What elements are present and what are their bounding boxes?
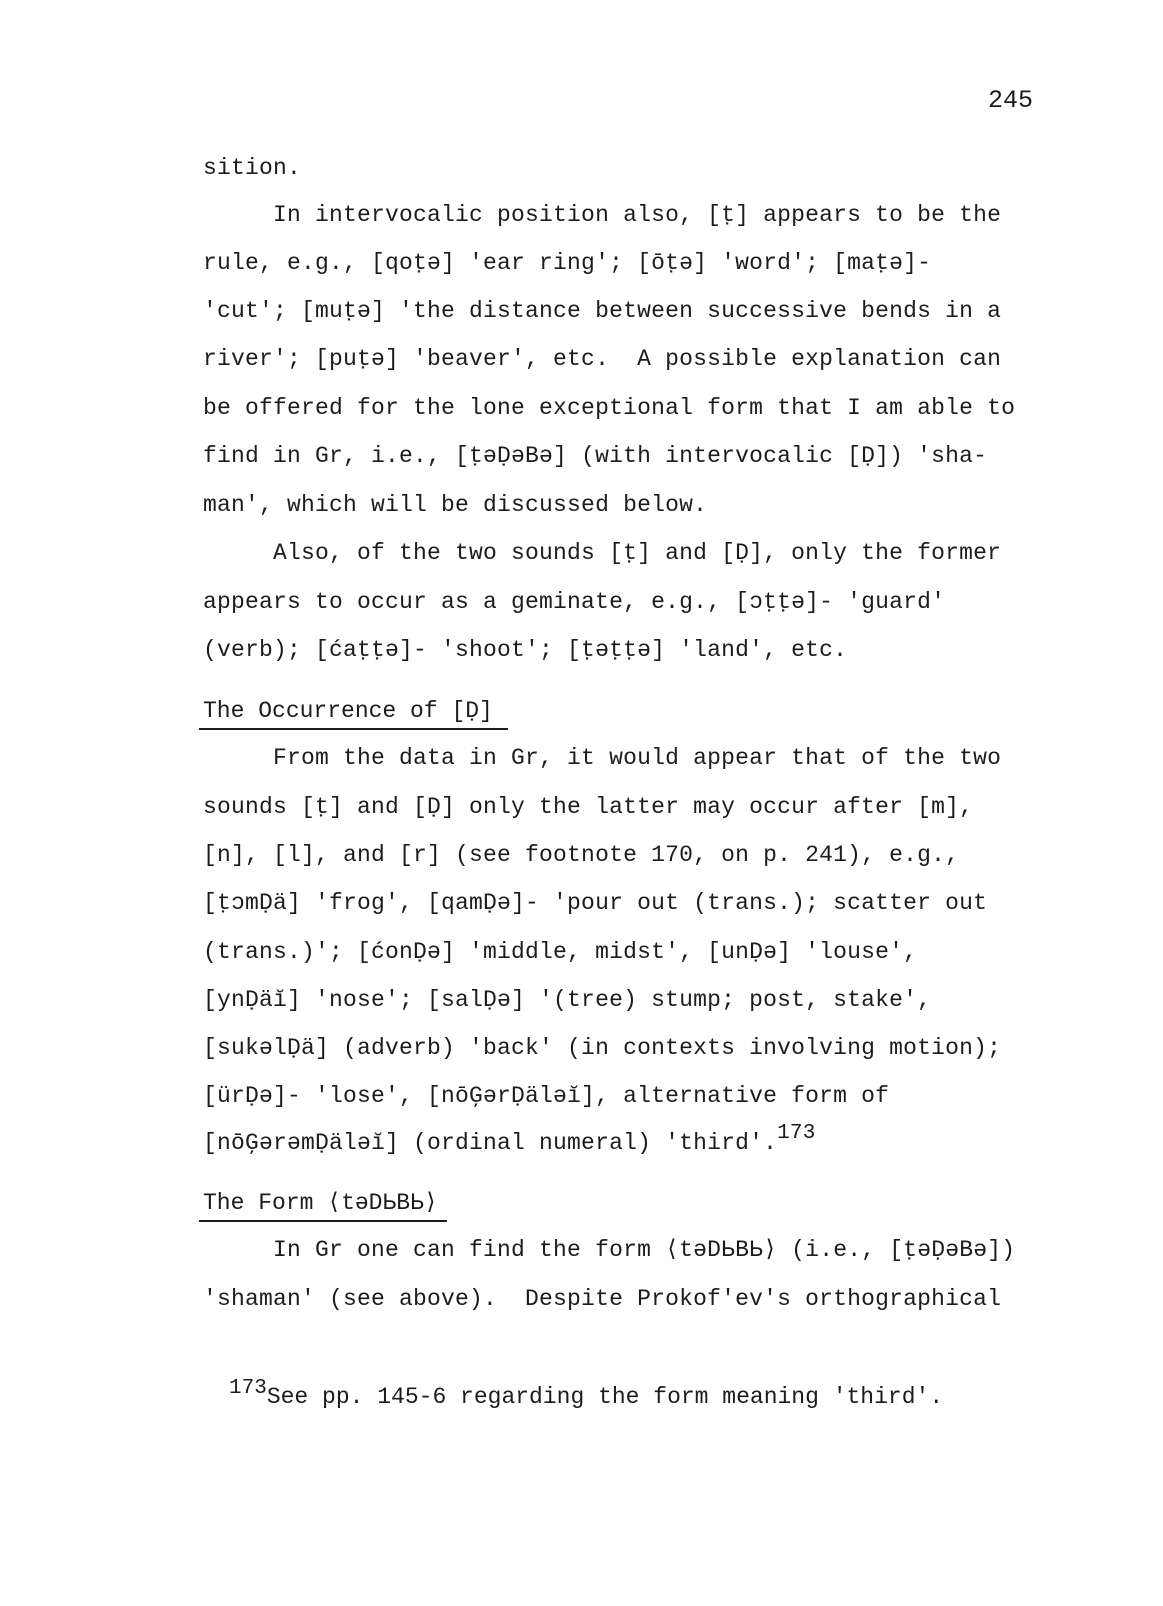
- footnote: [229, 1377, 944, 1414]
- text-line: (verb); [ćaṭṭə]- 'shoot'; [ṭəṭṭə] 'land', etc.: [203, 637, 848, 663]
- text-line: From the data in Gr, it would appear that of the two: [203, 745, 1002, 771]
- text-line: find in Gr, i.e., [ṭəḌəBə] (with intervocalic [Ḍ]) 'sha-: [203, 443, 988, 469]
- text-line: [sukəlḌä] (adverb) 'back' (in contexts involving motion);: [203, 1035, 1002, 1061]
- page-number: 245: [987, 86, 1033, 115]
- section-heading-occurrence: The Occurrence of [Ḍ]: [203, 698, 493, 724]
- footnote-text: See pp. 145-6 regarding the form meaning 'third'.: [266, 1384, 944, 1410]
- text-line: river'; [puṭə] 'beaver', etc. A possible explanation can: [203, 346, 1002, 372]
- section-heading-form: The Form ⟨təDЬBЬ⟩: [203, 1190, 438, 1216]
- text-line: [ynḌäĭ] 'nose'; [salḌə] '(tree) stump; post, stake',: [203, 987, 932, 1013]
- text-line: man', which will be discussed below.: [203, 492, 708, 518]
- text-line: appears to occur as a geminate, e.g., [ɔṭṭə]- 'guard': [203, 589, 946, 615]
- text-line: [ürḌə]- 'lose', [nōĢərḌäləĭ], alternative form of: [203, 1083, 890, 1109]
- text-line: [n], [l], and [r] (see footnote 170, on p. 241), e.g.,: [203, 842, 960, 868]
- text-line: In intervocalic position also, [ṭ] appears to be the: [203, 202, 1002, 228]
- footnote-reference: 173: [777, 1122, 816, 1145]
- text-line: 'shaman' (see above). Despite Prokof'ev's orthographical: [203, 1286, 1002, 1312]
- heading-underline: [199, 728, 508, 730]
- text-line: sition.: [203, 155, 302, 181]
- text-line: [203, 1122, 816, 1160]
- text-line: sounds [ṭ] and [Ḍ] only the latter may occur after [m],: [203, 794, 974, 820]
- text-line: (trans.)'; [ćonḌə] 'middle, midst', [unḌə] 'louse',: [203, 939, 918, 965]
- text-line: [ṭɔmḌä] 'frog', [qamḌə]- 'pour out (trans.); scatter out: [203, 890, 988, 916]
- text-line: In Gr one can find the form ⟨təDЬBЬ⟩ (i.e., [ṭəḌəBə]): [203, 1237, 1016, 1263]
- text-line: rule, e.g., [qoṭə] 'ear ring'; [ōṭə] 'word'; [maṭə]-: [203, 250, 932, 276]
- text-line: Also, of the two sounds [ṭ] and [Ḍ], only the former: [203, 540, 1002, 566]
- heading-underline: [199, 1220, 447, 1222]
- text-line-content: [nōĢərəmḌäləĭ] (ordinal numeral) 'third'.: [203, 1130, 778, 1156]
- footnote-number: 173: [229, 1377, 267, 1400]
- text-line: be offered for the lone exceptional form that I am able to: [203, 395, 1016, 421]
- text-line: 'cut'; [muṭə] 'the distance between successive bends in a: [203, 298, 1002, 324]
